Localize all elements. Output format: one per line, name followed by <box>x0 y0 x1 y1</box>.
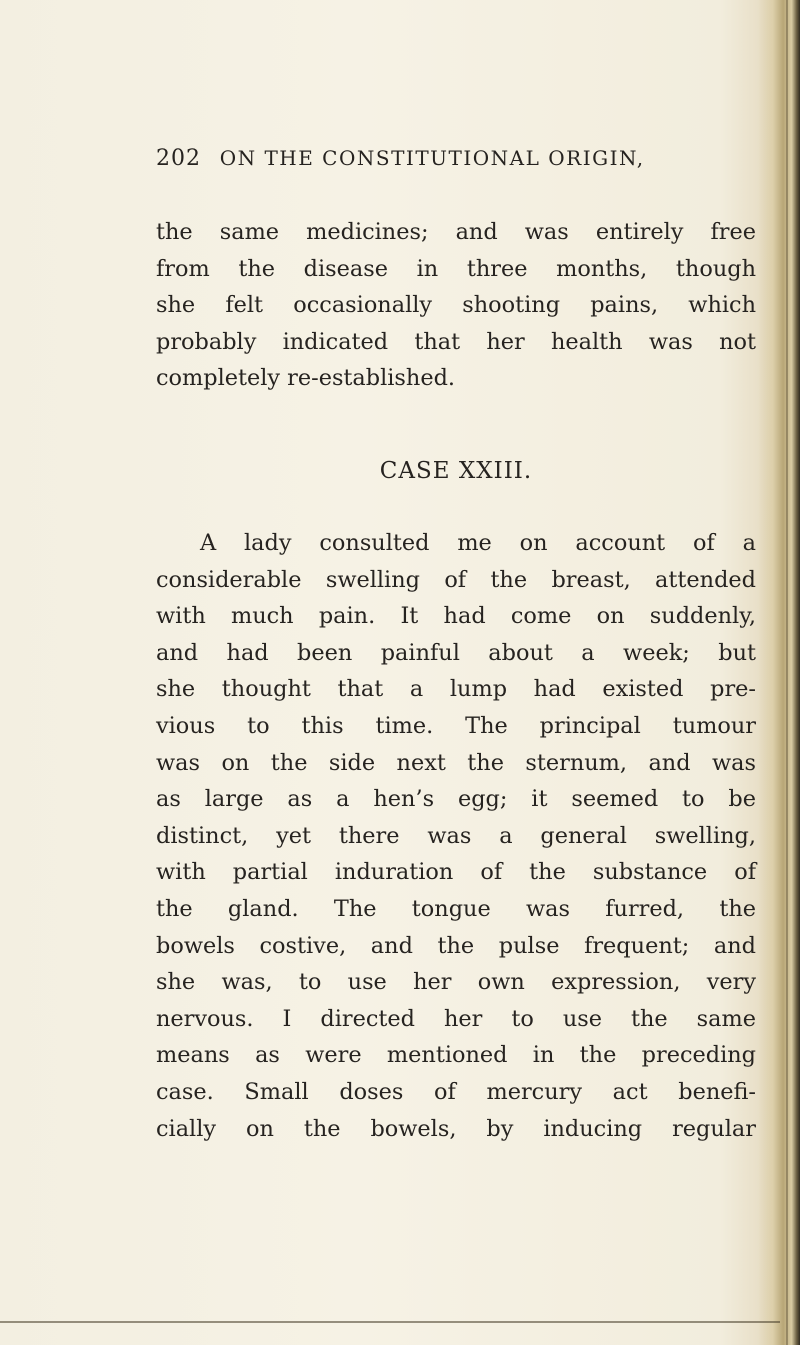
text-line: with partial induration of the substance of <box>156 859 756 886</box>
text-line: vious to this time. The principal tumour <box>156 712 756 739</box>
text-line: probably indicated that her health was not <box>156 328 756 355</box>
text-line: the same medicines; and was entirely free <box>156 219 756 245</box>
text-line: as large as a hen’s egg; it seemed to be <box>156 786 756 813</box>
text-line: the gland. The tongue was furred, the <box>156 895 756 922</box>
text-line: means as were mentioned in the preceding <box>156 1042 756 1069</box>
page-header <box>156 146 756 186</box>
text-line: considerable swelling of the breast, attended <box>156 566 756 593</box>
text-line: and had been painful about a week; but <box>156 639 756 666</box>
text-line: she was, to use her own expression, very <box>156 969 756 996</box>
text-line: nervous. I directed her to use the same <box>156 1005 756 1032</box>
text-line: A lady consulted me on account of a <box>200 530 756 556</box>
case-heading: CASE XXIII. <box>379 458 533 484</box>
page-edge-shadow <box>758 0 800 1345</box>
paragraph-continued <box>156 214 756 397</box>
text-line: completely re-established. <box>156 365 456 392</box>
text-line: with much pain. It had come on suddenly, <box>156 603 756 630</box>
page-edge-line <box>786 0 788 1345</box>
text-line: she felt occasionally shooting pains, which <box>156 292 756 319</box>
text-line: cially on the bowels, by inducing regular <box>156 1115 756 1142</box>
text-line: from the disease in three months, though <box>156 255 756 282</box>
text-line: case. Small doses of mercury act benefi- <box>156 1078 756 1105</box>
text-line: bowels costive, and the pulse frequent; and <box>156 932 756 959</box>
running-head: ON THE CONSTITUTIONAL ORIGIN, <box>219 146 645 170</box>
page-number: 202 <box>156 146 201 171</box>
case-paragraph <box>156 525 756 1147</box>
page-bottom-edge <box>0 1321 780 1323</box>
text-line: distinct, yet there was a general swelling, <box>156 822 756 849</box>
text-line: was on the side next the sternum, and was <box>156 749 756 776</box>
text-line: she thought that a lump had existed pre- <box>156 676 756 703</box>
